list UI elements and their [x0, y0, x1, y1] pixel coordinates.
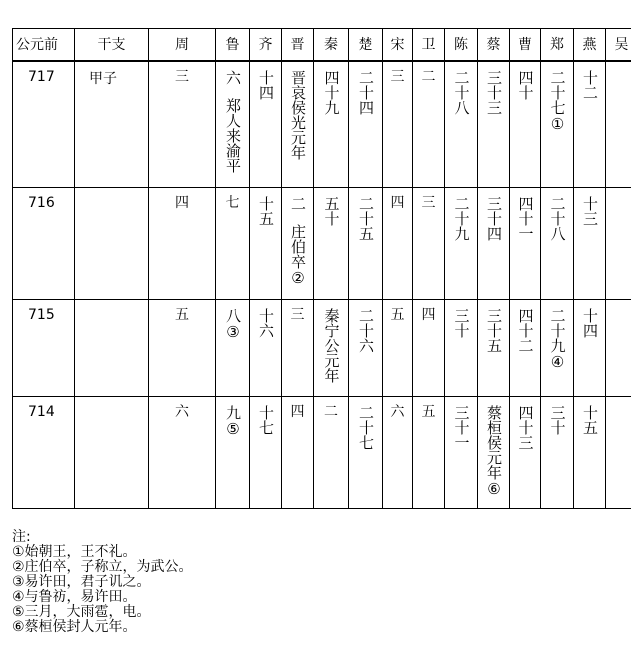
wu-cell — [606, 396, 631, 508]
wu-cell — [606, 187, 631, 299]
song-cell: 三 — [383, 61, 413, 187]
header-cell: 公元前 — [13, 29, 75, 62]
chu-cell: 二十四 — [349, 61, 383, 187]
qin-cell: 五十 — [314, 187, 349, 299]
chu-cell: 二十五 — [349, 187, 383, 299]
qin-cell: 二 — [314, 396, 349, 508]
header-cell: 陈 — [445, 29, 478, 62]
cao-cell: 四十 — [510, 61, 541, 187]
jin-cell: 二 庄伯卒② — [282, 187, 314, 299]
cao-cell: 四十二 — [510, 299, 541, 396]
zhou-cell: 四 — [149, 187, 216, 299]
ganzhi-cell: 甲子 — [75, 61, 149, 187]
notes-section — [12, 530, 193, 635]
header-cell: 郑 — [541, 29, 574, 62]
year-cell: 716 — [13, 187, 75, 299]
qi-cell: 十七 — [250, 396, 282, 508]
jin-cell: 三 — [282, 299, 314, 396]
yan-cell: 十五 — [574, 396, 606, 508]
zheng-cell: 二十八 — [541, 187, 574, 299]
header-cell: 干支 — [75, 29, 149, 62]
zhou-cell: 五 — [149, 299, 216, 396]
yan-cell: 十二 — [574, 61, 606, 187]
notes-title: 注: — [12, 529, 31, 545]
table-row — [13, 396, 631, 508]
table-row — [13, 299, 631, 396]
zhou-cell: 三 — [149, 61, 216, 187]
chen-cell: 三十一 — [445, 396, 478, 508]
header-cell: 齐 — [250, 29, 282, 62]
header-cell: 卫 — [413, 29, 445, 62]
chen-cell: 三十 — [445, 299, 478, 396]
zheng-cell: 二十七① — [541, 61, 574, 187]
qi-cell: 十四 — [250, 61, 282, 187]
chu-cell: 二十六 — [349, 299, 383, 396]
lu-cell: 九⑤ — [216, 396, 250, 508]
year-cell: 714 — [13, 396, 75, 508]
lu-cell: 八③ — [216, 299, 250, 396]
table-row — [13, 187, 631, 299]
header-cell: 燕 — [574, 29, 606, 62]
note-item: ①始朝王，王不礼。 — [12, 544, 137, 560]
note-item: ⑤三月，大雨雹，电。 — [12, 604, 151, 620]
wu-cell — [606, 299, 631, 396]
cao-cell: 四十一 — [510, 187, 541, 299]
note-item: ③易许田，君子讥之。 — [12, 574, 151, 590]
ganzhi-cell — [75, 299, 149, 396]
note-item: ⑥蔡桓侯封人元年。 — [12, 619, 137, 635]
song-cell: 四 — [383, 187, 413, 299]
ganzhi-cell — [75, 396, 149, 508]
zheng-cell: 二十九④ — [541, 299, 574, 396]
jin-cell: 四 — [282, 396, 314, 508]
cai-cell: 三十四 — [478, 187, 510, 299]
wei-cell: 四 — [413, 299, 445, 396]
header-row — [13, 29, 631, 62]
wei-cell: 三 — [413, 187, 445, 299]
cao-cell: 四十三 — [510, 396, 541, 508]
chronology-table — [12, 28, 631, 509]
header-cell: 楚 — [349, 29, 383, 62]
chen-cell: 二十八 — [445, 61, 478, 187]
year-cell: 717 — [13, 61, 75, 187]
note-item: ②庄伯卒，子称立，为武公。 — [12, 559, 193, 575]
chu-cell: 二十七 — [349, 396, 383, 508]
header-cell: 吴 — [606, 29, 631, 62]
lu-cell: 六 郑人来渝平 — [216, 61, 250, 187]
header-cell: 曹 — [510, 29, 541, 62]
header-cell: 周 — [149, 29, 216, 62]
cai-cell: 蔡桓侯元年⑥ — [478, 396, 510, 508]
header-cell: 秦 — [314, 29, 349, 62]
cai-cell: 三十三 — [478, 61, 510, 187]
year-cell: 715 — [13, 299, 75, 396]
lu-cell: 七 — [216, 187, 250, 299]
wu-cell — [606, 61, 631, 187]
header-cell: 蔡 — [478, 29, 510, 62]
qin-cell: 四十九 — [314, 61, 349, 187]
note-item: ④与鲁祊，易许田。 — [12, 589, 137, 605]
wei-cell: 二 — [413, 61, 445, 187]
header-cell: 鲁 — [216, 29, 250, 62]
qi-cell: 十六 — [250, 299, 282, 396]
zhou-cell: 六 — [149, 396, 216, 508]
yan-cell: 十四 — [574, 299, 606, 396]
qin-cell: 秦宁公元年 — [314, 299, 349, 396]
header-cell: 晋 — [282, 29, 314, 62]
zheng-cell: 三十 — [541, 396, 574, 508]
header-cell: 宋 — [383, 29, 413, 62]
song-cell: 六 — [383, 396, 413, 508]
qi-cell: 十五 — [250, 187, 282, 299]
yan-cell: 十三 — [574, 187, 606, 299]
jin-cell: 晋哀侯光元年 — [282, 61, 314, 187]
chen-cell: 二十九 — [445, 187, 478, 299]
table-row — [13, 61, 631, 187]
wei-cell: 五 — [413, 396, 445, 508]
ganzhi-cell — [75, 187, 149, 299]
cai-cell: 三十五 — [478, 299, 510, 396]
song-cell: 五 — [383, 299, 413, 396]
